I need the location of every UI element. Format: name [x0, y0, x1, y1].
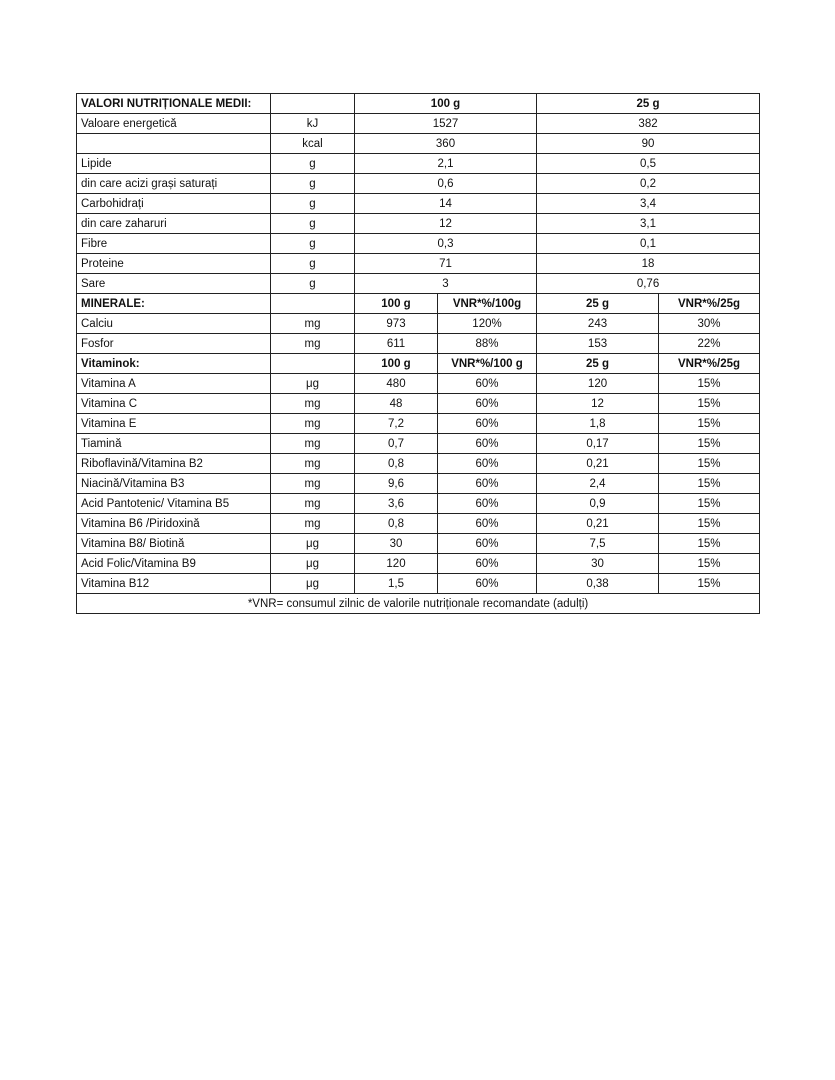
nutrient-unit: g: [271, 214, 355, 234]
vitamin-header-100g: 100 g: [355, 354, 438, 374]
vitamin-value-25g: 7,5: [537, 534, 659, 554]
vitamin-row: [77, 374, 760, 394]
vitamin-value-25g: 0,9: [537, 494, 659, 514]
mineral-unit: mg: [271, 314, 355, 334]
nutrient-value-25g: 0,5: [537, 154, 760, 174]
nutrient-row: [77, 214, 760, 234]
vitamin-unit: mg: [271, 494, 355, 514]
vitamin-vnr-100g: 60%: [438, 514, 537, 534]
nutrition-table-body: [77, 94, 760, 614]
vitamin-value-100g: 0,8: [355, 454, 438, 474]
vitamin-unit: μg: [271, 374, 355, 394]
nutrient-value-100g: 2,1: [355, 154, 537, 174]
header-row: [77, 94, 760, 114]
vitamin-row: [77, 434, 760, 454]
vitamin-row: [77, 494, 760, 514]
vitamin-row: [77, 454, 760, 474]
mineral-label: Fosfor: [77, 334, 271, 354]
mineral-value-100g: 973: [355, 314, 438, 334]
vitamin-vnr-100g: 60%: [438, 534, 537, 554]
vitamin-unit: mg: [271, 394, 355, 414]
mineral-header-25g: 25 g: [537, 294, 659, 314]
vitamin-value-25g: 30: [537, 554, 659, 574]
energy-kcal-label-cell: [77, 134, 271, 154]
nutrient-label: din care zaharuri: [77, 214, 271, 234]
vitamin-header-unit-cell: [271, 354, 355, 374]
mineral-header-100g: 100 g: [355, 294, 438, 314]
vitamin-label: Vitamina E: [77, 414, 271, 434]
vitamin-value-100g: 120: [355, 554, 438, 574]
mineral-unit: mg: [271, 334, 355, 354]
vitamin-unit: μg: [271, 554, 355, 574]
energy-kj-100: 1527: [355, 114, 537, 134]
vitamin-vnr-100g: 60%: [438, 474, 537, 494]
vitamin-row: [77, 574, 760, 594]
vitamin-vnr-100g: 60%: [438, 454, 537, 474]
nutrition-table: [76, 93, 760, 614]
vitamin-label: Vitamina B12: [77, 574, 271, 594]
energy-kcal-row: [77, 134, 760, 154]
vitamin-value-100g: 3,6: [355, 494, 438, 514]
nutrient-value-25g: 3,4: [537, 194, 760, 214]
vitamin-header-row: [77, 354, 760, 374]
vitamin-unit: mg: [271, 474, 355, 494]
mineral-header-unit-cell: [271, 294, 355, 314]
vitamin-value-25g: 1,8: [537, 414, 659, 434]
vitamin-vnr-25g: 15%: [659, 434, 760, 454]
vitamin-unit: mg: [271, 454, 355, 474]
nutrient-unit: g: [271, 174, 355, 194]
vitamin-value-100g: 30: [355, 534, 438, 554]
vitamin-value-100g: 7,2: [355, 414, 438, 434]
mineral-vnr-25g: 30%: [659, 314, 760, 334]
vitamin-value-25g: 0,38: [537, 574, 659, 594]
vitamin-vnr-25g: 15%: [659, 574, 760, 594]
nutrient-value-100g: 14: [355, 194, 537, 214]
vitamin-value-100g: 0,7: [355, 434, 438, 454]
vitamin-value-25g: 0,21: [537, 514, 659, 534]
nutrient-unit: g: [271, 194, 355, 214]
vitamin-value-100g: 9,6: [355, 474, 438, 494]
vitamin-label: Vitamina B6 /Piridoxină: [77, 514, 271, 534]
vitamin-value-25g: 120: [537, 374, 659, 394]
nutrient-unit: g: [271, 234, 355, 254]
nutrient-row: [77, 194, 760, 214]
mineral-label: Calciu: [77, 314, 271, 334]
mineral-row: [77, 334, 760, 354]
vitamin-unit: mg: [271, 514, 355, 534]
vitamin-vnr-25g: 15%: [659, 494, 760, 514]
mineral-value-25g: 243: [537, 314, 659, 334]
nutrient-row: [77, 274, 760, 294]
vitamin-header-vnr-100g: VNR*%/100 g: [438, 354, 537, 374]
vitamin-row: [77, 534, 760, 554]
nutrient-label: Proteine: [77, 254, 271, 274]
nutrient-row: [77, 234, 760, 254]
vitamin-vnr-25g: 15%: [659, 374, 760, 394]
nutrient-unit: g: [271, 254, 355, 274]
vitamin-label: Acid Folic/Vitamina B9: [77, 554, 271, 574]
vitamin-header-vnr-25g: VNR*%/25g: [659, 354, 760, 374]
vitamin-value-25g: 2,4: [537, 474, 659, 494]
vitamin-unit: μg: [271, 534, 355, 554]
energy-kcal-25: 90: [537, 134, 760, 154]
mineral-vnr-100g: 120%: [438, 314, 537, 334]
energy-kj-25: 382: [537, 114, 760, 134]
energy-kcal-unit: kcal: [271, 134, 355, 154]
vitamin-row: [77, 514, 760, 534]
vitamin-value-100g: 0,8: [355, 514, 438, 534]
nutrient-row: [77, 154, 760, 174]
nutrient-value-25g: 0,76: [537, 274, 760, 294]
vitamin-vnr-100g: 60%: [438, 434, 537, 454]
vitamin-row: [77, 414, 760, 434]
footnote: *VNR= consumul zilnic de valorile nutriționale recomandate (adulți): [77, 594, 760, 614]
energy-kcal-100: 360: [355, 134, 537, 154]
mineral-value-100g: 611: [355, 334, 438, 354]
nutrient-label: Sare: [77, 274, 271, 294]
nutrient-value-100g: 3: [355, 274, 537, 294]
vitamin-unit: mg: [271, 434, 355, 454]
nutrient-label: Fibre: [77, 234, 271, 254]
mineral-vnr-100g: 88%: [438, 334, 537, 354]
vitamin-value-25g: 0,21: [537, 454, 659, 474]
nutrient-value-100g: 12: [355, 214, 537, 234]
vitamin-vnr-25g: 15%: [659, 474, 760, 494]
vitamin-value-100g: 48: [355, 394, 438, 414]
nutrient-value-25g: 0,2: [537, 174, 760, 194]
vitamin-row: [77, 554, 760, 574]
footnote-row: [77, 594, 760, 614]
vitamin-vnr-100g: 60%: [438, 574, 537, 594]
vitamin-vnr-100g: 60%: [438, 414, 537, 434]
mineral-row: [77, 314, 760, 334]
nutrient-value-25g: 0,1: [537, 234, 760, 254]
nutrient-value-25g: 18: [537, 254, 760, 274]
mineral-header-vnr-100g: VNR*%/100g: [438, 294, 537, 314]
nutrient-label: Carbohidrați: [77, 194, 271, 214]
vitamin-value-25g: 12: [537, 394, 659, 414]
energy-kj-unit: kJ: [271, 114, 355, 134]
vitamin-value-100g: 480: [355, 374, 438, 394]
vitamin-vnr-100g: 60%: [438, 554, 537, 574]
vitamin-label: Vitamina C: [77, 394, 271, 414]
mineral-header-vnr-25g: VNR*%/25g: [659, 294, 760, 314]
vitamin-label: Niacină/Vitamina B3: [77, 474, 271, 494]
vitamin-value-100g: 1,5: [355, 574, 438, 594]
mineral-title: MINERALE:: [77, 294, 271, 314]
vitamin-unit: mg: [271, 414, 355, 434]
vitamin-label: Riboflavină/Vitamina B2: [77, 454, 271, 474]
nutrient-value-100g: 0,6: [355, 174, 537, 194]
nutrient-value-100g: 71: [355, 254, 537, 274]
nutrient-value-100g: 0,3: [355, 234, 537, 254]
vitamin-label: Tiamină: [77, 434, 271, 454]
vitamin-vnr-100g: 60%: [438, 494, 537, 514]
vitamin-vnr-25g: 15%: [659, 534, 760, 554]
vitamin-row: [77, 474, 760, 494]
mineral-value-25g: 153: [537, 334, 659, 354]
vitamin-vnr-25g: 15%: [659, 414, 760, 434]
vitamin-row: [77, 394, 760, 414]
nutrient-unit: g: [271, 274, 355, 294]
vitamin-vnr-25g: 15%: [659, 454, 760, 474]
nutrient-label: Lipide: [77, 154, 271, 174]
vitamin-unit: μg: [271, 574, 355, 594]
mineral-vnr-25g: 22%: [659, 334, 760, 354]
energy-kj-row: [77, 114, 760, 134]
vitamin-vnr-25g: 15%: [659, 394, 760, 414]
vitamin-vnr-25g: 15%: [659, 554, 760, 574]
energy-label: Valoare energetică: [77, 114, 271, 134]
table-title: VALORI NUTRIȚIONALE MEDII:: [77, 94, 271, 114]
header-25g: 25 g: [537, 94, 760, 114]
header-unit-cell: [271, 94, 355, 114]
vitamin-header-25g: 25 g: [537, 354, 659, 374]
vitamin-label: Vitamina A: [77, 374, 271, 394]
vitamin-label: Acid Pantotenic/ Vitamina B5: [77, 494, 271, 514]
nutrient-value-25g: 3,1: [537, 214, 760, 234]
vitamin-label: Vitamina B8/ Biotină: [77, 534, 271, 554]
nutrient-row: [77, 254, 760, 274]
nutrient-unit: g: [271, 154, 355, 174]
vitamin-vnr-100g: 60%: [438, 394, 537, 414]
header-100g: 100 g: [355, 94, 537, 114]
vitamin-value-25g: 0,17: [537, 434, 659, 454]
vitamin-vnr-100g: 60%: [438, 374, 537, 394]
vitamin-title: Vitaminok:: [77, 354, 271, 374]
vitamin-vnr-25g: 15%: [659, 514, 760, 534]
nutrient-row: [77, 174, 760, 194]
mineral-header-row: [77, 294, 760, 314]
nutrient-label: din care acizi grași saturați: [77, 174, 271, 194]
